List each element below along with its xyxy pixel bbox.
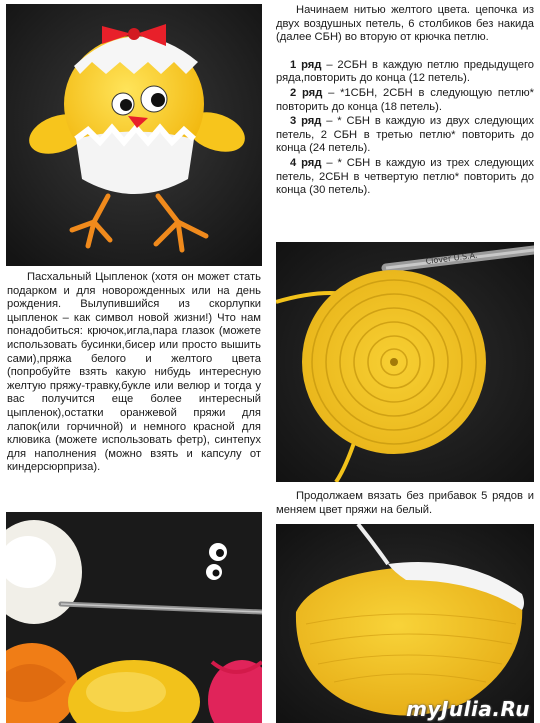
row-4 — [276, 157, 534, 198]
continue-block — [276, 490, 534, 517]
row-1 — [276, 59, 534, 86]
row-2-label: 2 ряд — [290, 86, 323, 99]
yellow-circle-photo — [276, 242, 534, 482]
continue-text: Продолжаем вязать без прибавок 5 рядов и меняем цвет пряжи на белый. — [276, 490, 534, 516]
intro-block — [7, 271, 261, 475]
row-3-text: – * СБН в каждую из двух следующих петель, 2 СБН в третью петлю* повторить до конца (24 петель). — [276, 115, 534, 155]
row-1-text: – 2СБН в каждую петлю предыдущего ряда,повторить до конца (12 петель). — [276, 58, 535, 85]
yellow-cup-photo — [276, 524, 534, 723]
hook-label: Clover U.S.A. — [425, 250, 478, 266]
chick-photo — [6, 4, 262, 266]
row-2-text: – *1СБН, 2СБН в следующую петлю* повторить до конца (18 петель). — [276, 86, 534, 113]
instructions-block — [276, 4, 534, 198]
row-4-text: – * СБН в каждую из трех следующих петель, 2СБН в четвертую петлю* повторить до конца (30 петель). — [276, 156, 534, 197]
watermark: myJulia.Ru — [406, 697, 530, 721]
row-4-label: 4 ряд — [290, 156, 322, 169]
intro-text: Пасхальный Цыпленок (хотя он может стать подарком и для новорожденных или на день рождения. Вылупившийся из скорлупки цыпленок – как символ новой жизни!) Что нам понадобиться: крючок,игла,пара глазок (можете использовать бусинки,бисер или просто вышить сами),пряжа белого и желтого цвета (попробуйте взять какую нибудь интересную желтую пряжу-травку,букле или велюр и тогда у вас получится еще более интересный цыпленок),остатки оранжевой пряжи для лапок(или горчичной) и немного красной для клювика (можете использовать фетр), синтепух для наполнения (можно взять и капсулу от киндерсюрприза). — [7, 271, 261, 474]
row-3 — [276, 115, 534, 156]
start-text: Начинаем нитью желтого цвета. цепочка из двух воздушных петель, 6 столбиков без накида (далее СБН) во вторую от крючка петлю. — [276, 4, 534, 44]
row-2 — [276, 87, 534, 114]
row-1-label: 1 ряд — [290, 58, 322, 71]
materials-photo — [6, 512, 262, 723]
row-3-label: 3 ряд — [290, 115, 322, 128]
